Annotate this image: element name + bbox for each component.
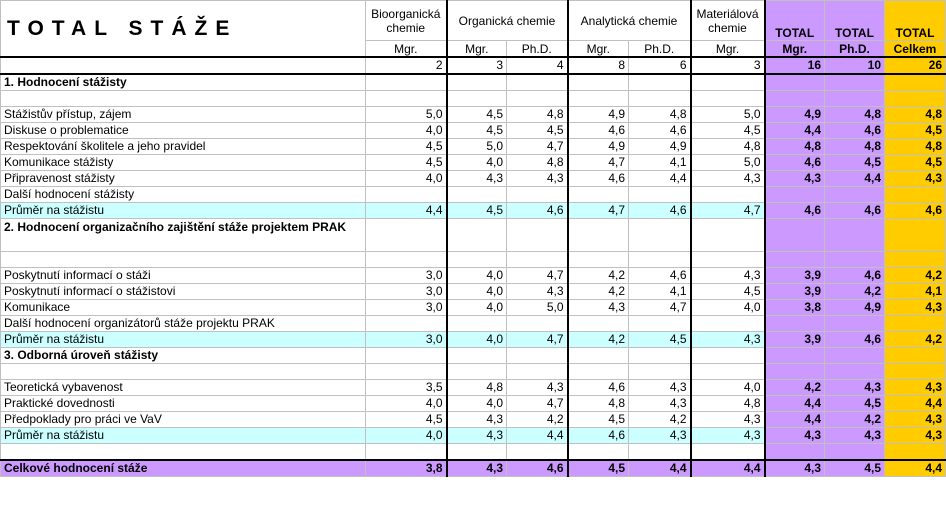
value-cell: 4,0 bbox=[447, 300, 507, 316]
value-cell: 4,6 bbox=[568, 123, 629, 139]
value-cell bbox=[366, 316, 447, 332]
group-header-ana: Analytická chemie bbox=[568, 1, 691, 41]
empty-cell bbox=[691, 252, 765, 268]
empty-cell bbox=[366, 348, 447, 364]
empty-cell bbox=[568, 348, 629, 364]
total-header-all: TOTAL bbox=[885, 1, 946, 41]
value-cell: 4,7 bbox=[507, 332, 568, 348]
row-label: Teoretická vybavenost bbox=[1, 380, 366, 396]
value-cell: 3,8 bbox=[765, 300, 825, 316]
group-header-bio: Bioorganická chemie bbox=[366, 1, 447, 41]
value-cell: 4,3 bbox=[507, 171, 568, 187]
value-cell: 4,2 bbox=[629, 412, 691, 428]
value-cell: 4,2 bbox=[825, 284, 885, 300]
value-cell: 4,8 bbox=[507, 107, 568, 123]
empty-cell bbox=[629, 364, 691, 380]
value-cell: 4,7 bbox=[507, 139, 568, 155]
value-cell: 4,4 bbox=[825, 171, 885, 187]
empty-cell bbox=[825, 252, 885, 268]
value-cell: 4,3 bbox=[507, 380, 568, 396]
empty-cell bbox=[885, 91, 946, 107]
table-row bbox=[1, 300, 946, 316]
section-title: 1. Hodnocení stážisty bbox=[1, 74, 366, 91]
empty-cell bbox=[447, 348, 507, 364]
empty-cell bbox=[366, 252, 447, 268]
empty-cell bbox=[825, 219, 885, 252]
value-cell: 4,8 bbox=[825, 139, 885, 155]
overall-value: 4,3 bbox=[447, 460, 507, 477]
empty-cell bbox=[691, 219, 765, 252]
row-label: Praktické dovednosti bbox=[1, 396, 366, 412]
value-cell: 4,8 bbox=[629, 107, 691, 123]
empty-cell bbox=[1, 364, 366, 380]
value-cell: 4,1 bbox=[629, 155, 691, 171]
value-cell bbox=[507, 187, 568, 203]
value-cell: 3,5 bbox=[366, 380, 447, 396]
value-cell: 4,8 bbox=[885, 107, 946, 123]
value-cell: 4,0 bbox=[447, 268, 507, 284]
empty-cell bbox=[765, 348, 825, 364]
empty-cell bbox=[447, 91, 507, 107]
value-cell: 4,8 bbox=[825, 107, 885, 123]
value-cell: 3,0 bbox=[366, 332, 447, 348]
empty-cell bbox=[507, 91, 568, 107]
value-cell: 4,9 bbox=[629, 139, 691, 155]
empty-cell bbox=[825, 348, 885, 364]
value-cell bbox=[765, 187, 825, 203]
value-cell: 4,3 bbox=[507, 284, 568, 300]
value-cell bbox=[629, 187, 691, 203]
empty-cell bbox=[447, 74, 507, 91]
value-cell: 4,8 bbox=[691, 396, 765, 412]
empty-cell bbox=[691, 364, 765, 380]
value-cell: 4,7 bbox=[568, 155, 629, 171]
value-cell: 4,6 bbox=[825, 203, 885, 219]
value-cell: 4,4 bbox=[765, 412, 825, 428]
total-header-mgr: TOTAL bbox=[765, 1, 825, 41]
value-cell: 4,3 bbox=[885, 428, 946, 444]
value-cell bbox=[568, 316, 629, 332]
empty-cell bbox=[629, 91, 691, 107]
table-row bbox=[1, 380, 946, 396]
value-cell: 5,0 bbox=[691, 155, 765, 171]
value-cell: 4,3 bbox=[447, 171, 507, 187]
row-label: Připravenost stážisty bbox=[1, 171, 366, 187]
value-cell: 4,5 bbox=[447, 107, 507, 123]
count-cell: 8 bbox=[568, 57, 629, 74]
value-cell bbox=[765, 316, 825, 332]
value-cell: 4,8 bbox=[568, 396, 629, 412]
value-cell: 4,5 bbox=[691, 123, 765, 139]
empty-cell bbox=[568, 364, 629, 380]
value-cell: 4,4 bbox=[765, 123, 825, 139]
value-cell: 4,8 bbox=[765, 139, 825, 155]
value-cell: 4,5 bbox=[366, 155, 447, 171]
average-row bbox=[1, 428, 946, 444]
group-header-mat: Materiálová chemie bbox=[691, 1, 765, 41]
value-cell: 4,2 bbox=[568, 332, 629, 348]
value-cell: 4,3 bbox=[447, 412, 507, 428]
value-cell: 4,4 bbox=[507, 428, 568, 444]
empty-cell bbox=[885, 74, 946, 91]
row-label: Průměr na stážistu bbox=[1, 332, 366, 348]
empty-cell bbox=[691, 91, 765, 107]
value-cell: 4,6 bbox=[765, 155, 825, 171]
table-row bbox=[1, 155, 946, 171]
value-cell: 4,9 bbox=[765, 107, 825, 123]
spacer-row bbox=[1, 444, 946, 461]
value-cell: 4,5 bbox=[447, 123, 507, 139]
value-cell: 4,3 bbox=[765, 171, 825, 187]
empty-cell bbox=[765, 91, 825, 107]
value-cell: 4,4 bbox=[885, 396, 946, 412]
empty-cell bbox=[447, 219, 507, 252]
empty-cell bbox=[1, 252, 366, 268]
value-cell: 4,3 bbox=[691, 332, 765, 348]
empty-cell bbox=[629, 252, 691, 268]
empty-cell bbox=[568, 74, 629, 91]
value-cell bbox=[507, 316, 568, 332]
value-cell: 4,7 bbox=[568, 203, 629, 219]
value-cell: 4,6 bbox=[629, 268, 691, 284]
value-cell bbox=[885, 316, 946, 332]
count-cell: 3 bbox=[447, 57, 507, 74]
value-cell: 4,6 bbox=[507, 203, 568, 219]
empty-cell bbox=[825, 364, 885, 380]
value-cell: 4,3 bbox=[629, 428, 691, 444]
overall-value: 4,4 bbox=[691, 460, 765, 477]
value-cell: 5,0 bbox=[507, 300, 568, 316]
value-cell: 4,5 bbox=[825, 155, 885, 171]
value-cell: 4,6 bbox=[885, 203, 946, 219]
value-cell: 4,8 bbox=[691, 139, 765, 155]
value-cell: 4,5 bbox=[366, 139, 447, 155]
value-cell bbox=[825, 187, 885, 203]
column-subheader: Mgr. bbox=[765, 41, 825, 58]
table-row bbox=[1, 284, 946, 300]
value-cell: 4,3 bbox=[825, 380, 885, 396]
value-cell: 4,5 bbox=[691, 284, 765, 300]
value-cell: 4,0 bbox=[691, 380, 765, 396]
value-cell: 4,6 bbox=[568, 171, 629, 187]
section-title: 2. Hodnocení organizačního zajištění stáže projektem PRAK bbox=[1, 219, 366, 252]
value-cell bbox=[366, 187, 447, 203]
empty-cell bbox=[568, 91, 629, 107]
value-cell: 4,3 bbox=[885, 300, 946, 316]
value-cell: 4,2 bbox=[568, 268, 629, 284]
section-header-row bbox=[1, 74, 946, 91]
empty-cell bbox=[366, 91, 447, 107]
value-cell: 5,0 bbox=[447, 139, 507, 155]
empty-cell bbox=[366, 444, 447, 461]
value-cell: 4,6 bbox=[568, 428, 629, 444]
average-row bbox=[1, 203, 946, 219]
empty-cell bbox=[447, 444, 507, 461]
empty-cell bbox=[629, 74, 691, 91]
column-subheader: Ph.D. bbox=[507, 41, 568, 58]
value-cell bbox=[825, 316, 885, 332]
value-cell: 4,3 bbox=[691, 171, 765, 187]
column-subheader: Mgr. bbox=[447, 41, 507, 58]
value-cell: 4,0 bbox=[447, 396, 507, 412]
spacer-row bbox=[1, 252, 946, 268]
value-cell bbox=[885, 187, 946, 203]
empty-cell bbox=[568, 252, 629, 268]
overall-value: 4,3 bbox=[765, 460, 825, 477]
empty-cell bbox=[629, 348, 691, 364]
empty-cell bbox=[568, 444, 629, 461]
section-title: 3. Odborná úroveň stážisty bbox=[1, 348, 366, 364]
empty-cell bbox=[1, 444, 366, 461]
table-row bbox=[1, 123, 946, 139]
empty-cell bbox=[825, 91, 885, 107]
value-cell: 4,2 bbox=[568, 284, 629, 300]
count-cell: 3 bbox=[691, 57, 765, 74]
spacer-row bbox=[1, 91, 946, 107]
row-label: Komunikace bbox=[1, 300, 366, 316]
row-label: Stážistův přístup, zájem bbox=[1, 107, 366, 123]
value-cell: 4,4 bbox=[765, 396, 825, 412]
value-cell: 4,8 bbox=[507, 155, 568, 171]
empty-cell bbox=[366, 74, 447, 91]
value-cell: 4,5 bbox=[447, 203, 507, 219]
table-row bbox=[1, 107, 946, 123]
empty-cell bbox=[447, 252, 507, 268]
table-row bbox=[1, 268, 946, 284]
row-label: Předpoklady pro práci ve VaV bbox=[1, 412, 366, 428]
value-cell: 4,1 bbox=[629, 284, 691, 300]
value-cell: 4,3 bbox=[885, 171, 946, 187]
table-row bbox=[1, 139, 946, 155]
value-cell: 3,9 bbox=[765, 268, 825, 284]
empty-cell bbox=[507, 252, 568, 268]
value-cell bbox=[568, 187, 629, 203]
empty-cell bbox=[885, 444, 946, 461]
value-cell: 4,2 bbox=[825, 412, 885, 428]
empty-cell bbox=[507, 219, 568, 252]
average-row bbox=[1, 332, 946, 348]
overall-value: 4,5 bbox=[568, 460, 629, 477]
overall-row bbox=[1, 460, 946, 477]
group-header-org: Organická chemie bbox=[447, 1, 568, 41]
overall-value: 4,4 bbox=[629, 460, 691, 477]
value-cell: 4,0 bbox=[366, 428, 447, 444]
overall-value: 4,4 bbox=[885, 460, 946, 477]
row-label: Průměr na stážistu bbox=[1, 203, 366, 219]
value-cell: 4,0 bbox=[366, 123, 447, 139]
value-cell: 5,0 bbox=[366, 107, 447, 123]
empty-cell bbox=[691, 348, 765, 364]
table-row bbox=[1, 412, 946, 428]
column-subheader: Ph.D. bbox=[825, 41, 885, 58]
value-cell: 4,5 bbox=[629, 332, 691, 348]
value-cell: 4,5 bbox=[366, 412, 447, 428]
total-header-phd: TOTAL bbox=[825, 1, 885, 41]
value-cell: 4,5 bbox=[885, 123, 946, 139]
value-cell: 4,6 bbox=[765, 203, 825, 219]
value-cell: 4,3 bbox=[691, 412, 765, 428]
row-label: Poskytnutí informací o stáži bbox=[1, 268, 366, 284]
empty-cell bbox=[1, 91, 366, 107]
empty-cell bbox=[507, 348, 568, 364]
count-cell: 4 bbox=[507, 57, 568, 74]
value-cell: 4,0 bbox=[366, 396, 447, 412]
value-cell: 4,7 bbox=[507, 396, 568, 412]
empty-cell bbox=[691, 74, 765, 91]
column-subheader: Mgr. bbox=[691, 41, 765, 58]
column-subheader: Mgr. bbox=[366, 41, 447, 58]
value-cell: 4,3 bbox=[885, 412, 946, 428]
empty-cell bbox=[765, 444, 825, 461]
row-label: Další hodnocení organizátorů stáže projektu PRAK bbox=[1, 316, 366, 332]
page-title: TOTAL STÁŽE bbox=[1, 1, 366, 58]
row-label: Komunikace stážisty bbox=[1, 155, 366, 171]
value-cell: 4,8 bbox=[447, 380, 507, 396]
value-cell bbox=[447, 316, 507, 332]
value-cell: 4,6 bbox=[825, 268, 885, 284]
overall-value: 4,5 bbox=[825, 460, 885, 477]
value-cell: 3,0 bbox=[366, 284, 447, 300]
value-cell: 3,0 bbox=[366, 268, 447, 284]
empty-cell bbox=[825, 74, 885, 91]
value-cell: 4,3 bbox=[629, 380, 691, 396]
value-cell: 4,5 bbox=[825, 396, 885, 412]
value-cell: 4,5 bbox=[885, 155, 946, 171]
spacer-row bbox=[1, 364, 946, 380]
empty-cell bbox=[568, 219, 629, 252]
value-cell: 4,3 bbox=[825, 428, 885, 444]
value-cell bbox=[691, 187, 765, 203]
empty-cell bbox=[765, 219, 825, 252]
row-label: Poskytnutí informací o stážistovi bbox=[1, 284, 366, 300]
row-label: Další hodnocení stážisty bbox=[1, 187, 366, 203]
value-cell: 4,2 bbox=[765, 380, 825, 396]
value-cell: 4,9 bbox=[825, 300, 885, 316]
column-subheader: Celkem bbox=[885, 41, 946, 58]
count-cell: 16 bbox=[765, 57, 825, 74]
value-cell: 4,6 bbox=[629, 123, 691, 139]
count-cell: 26 bbox=[885, 57, 946, 74]
value-cell: 4,9 bbox=[568, 107, 629, 123]
value-cell: 3,9 bbox=[765, 332, 825, 348]
value-cell: 4,6 bbox=[825, 123, 885, 139]
empty-cell bbox=[366, 364, 447, 380]
value-cell: 4,2 bbox=[885, 332, 946, 348]
table-row bbox=[1, 316, 946, 332]
count-cell: 6 bbox=[629, 57, 691, 74]
empty-cell bbox=[507, 74, 568, 91]
section-header-row bbox=[1, 348, 946, 364]
count-row-label bbox=[1, 57, 366, 74]
value-cell: 4,7 bbox=[507, 268, 568, 284]
value-cell: 4,0 bbox=[447, 284, 507, 300]
value-cell: 4,6 bbox=[629, 203, 691, 219]
empty-cell bbox=[691, 444, 765, 461]
value-cell: 4,5 bbox=[568, 412, 629, 428]
value-cell: 4,2 bbox=[507, 412, 568, 428]
empty-cell bbox=[447, 364, 507, 380]
value-cell bbox=[691, 316, 765, 332]
value-cell: 3,0 bbox=[366, 300, 447, 316]
count-cell: 2 bbox=[366, 57, 447, 74]
value-cell: 4,7 bbox=[629, 300, 691, 316]
value-cell: 4,3 bbox=[691, 268, 765, 284]
value-cell: 4,0 bbox=[447, 332, 507, 348]
value-cell: 4,5 bbox=[507, 123, 568, 139]
value-cell: 4,3 bbox=[765, 428, 825, 444]
value-cell: 4,4 bbox=[629, 171, 691, 187]
empty-cell bbox=[507, 444, 568, 461]
value-cell: 4,7 bbox=[691, 203, 765, 219]
section-header-row bbox=[1, 219, 946, 252]
value-cell: 4,2 bbox=[885, 268, 946, 284]
table-row bbox=[1, 187, 946, 203]
value-cell: 4,3 bbox=[885, 380, 946, 396]
empty-cell bbox=[507, 364, 568, 380]
table-row bbox=[1, 396, 946, 412]
empty-cell bbox=[885, 348, 946, 364]
value-cell: 4,4 bbox=[366, 203, 447, 219]
value-cell: 5,0 bbox=[691, 107, 765, 123]
overall-value: 3,8 bbox=[366, 460, 447, 477]
count-cell: 10 bbox=[825, 57, 885, 74]
empty-cell bbox=[629, 444, 691, 461]
value-cell: 4,3 bbox=[691, 428, 765, 444]
column-subheader: Ph.D. bbox=[629, 41, 691, 58]
empty-cell bbox=[366, 219, 447, 252]
value-cell bbox=[447, 187, 507, 203]
value-cell: 4,8 bbox=[885, 139, 946, 155]
value-cell: 3,9 bbox=[765, 284, 825, 300]
empty-cell bbox=[765, 252, 825, 268]
value-cell: 4,3 bbox=[447, 428, 507, 444]
overall-label: Celkové hodnocení stáže bbox=[1, 460, 366, 477]
value-cell: 4,0 bbox=[447, 155, 507, 171]
value-cell: 4,6 bbox=[825, 332, 885, 348]
empty-cell bbox=[629, 219, 691, 252]
row-label: Průměr na stážistu bbox=[1, 428, 366, 444]
empty-cell bbox=[885, 252, 946, 268]
empty-cell bbox=[825, 444, 885, 461]
column-subheader: Mgr. bbox=[568, 41, 629, 58]
value-cell: 4,3 bbox=[629, 396, 691, 412]
row-label: Respektování školitele a jeho pravidel bbox=[1, 139, 366, 155]
value-cell: 4,1 bbox=[885, 284, 946, 300]
value-cell bbox=[629, 316, 691, 332]
overall-value: 4,6 bbox=[507, 460, 568, 477]
empty-cell bbox=[885, 219, 946, 252]
value-cell: 4,3 bbox=[568, 300, 629, 316]
empty-cell bbox=[765, 364, 825, 380]
empty-cell bbox=[765, 74, 825, 91]
value-cell: 4,0 bbox=[691, 300, 765, 316]
value-cell: 4,6 bbox=[568, 380, 629, 396]
value-cell: 4,0 bbox=[366, 171, 447, 187]
table-row bbox=[1, 171, 946, 187]
row-label: Diskuse o problematice bbox=[1, 123, 366, 139]
empty-cell bbox=[885, 364, 946, 380]
value-cell: 4,9 bbox=[568, 139, 629, 155]
